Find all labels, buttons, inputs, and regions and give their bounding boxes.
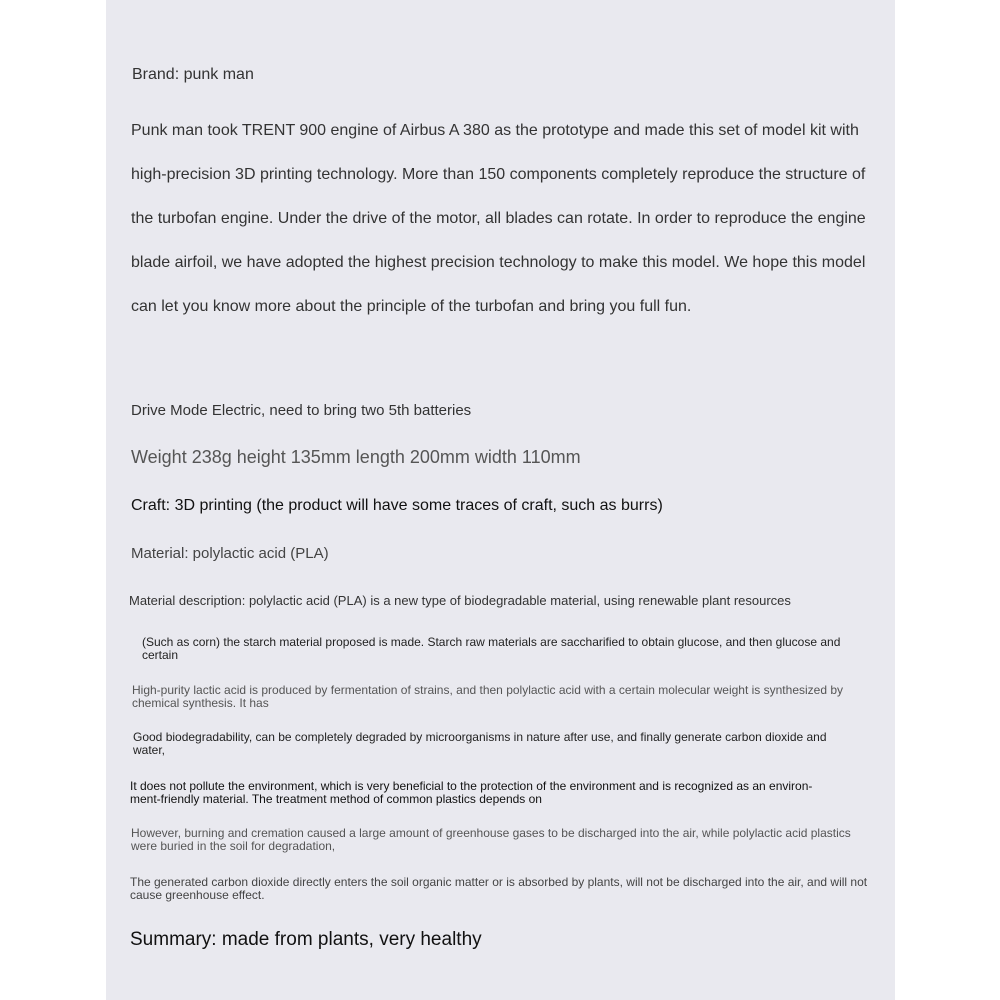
dimensions-line: Weight 238g height 135mm length 200mm width 110mm (131, 447, 581, 467)
material-paragraph: However, burning and cremation caused a large amount of greenhouse gases to be discharged into the air, while polylactic acid plastics were buried in the soil for degradation, (131, 826, 851, 853)
product-description-panel (106, 0, 895, 1000)
material-paragraph: The generated carbon dioxide directly enters the soil organic matter or is absorbed by plants, will not be discharged into the air, and will not cause greenhouse effect. (130, 875, 868, 902)
material-line: Material: polylactic acid (PLA) (131, 545, 329, 562)
material-paragraph: High-purity lactic acid is produced by fermentation of strains, and then polylactic acid with a certain molecular weight is synthesized by chemical synthesis. It has (132, 683, 844, 710)
summary-line: Summary: made from plants, very healthy (130, 929, 482, 950)
drive-mode-line: Drive Mode Electric, need to bring two 5th batteries (131, 402, 472, 419)
material-paragraph: It does not pollute the environment, which is very beneficial to the protection of the environment and is recognized as an environ-ment-friendly material. The treatment method of common plastics depends on (130, 779, 813, 806)
intro-paragraph: Punk man took TRENT 900 engine of Airbus A 380 as the prototype and made this set of model kit with high-precision 3D printing technology. More than 150 components completely reproduce the structure of the turbofan engine. Under the drive of the motor, all blades can rotate. In order to reproduce the engine blade airfoil, we have adopted the highest precision technology to make this model. We hope this model can let you know more about the principle of the turbofan and bring you full fun. (131, 122, 866, 315)
craft-line: Craft: 3D printing (the product will have some traces of craft, such as burrs) (131, 497, 663, 514)
brand-line: Brand: punk man (132, 66, 254, 83)
material-paragraph: Good biodegradability, can be completely degraded by microorganisms in nature after use, and finally generate carbon dioxide and water, (133, 730, 827, 757)
material-paragraph: (Such as corn) the starch material proposed is made. Starch raw materials are saccharified to obtain glucose, and then glucose and certain (142, 635, 841, 662)
material-description-heading: Material description: polylactic acid (PLA) is a new type of biodegradable material, using renewable plant resources (129, 593, 791, 608)
